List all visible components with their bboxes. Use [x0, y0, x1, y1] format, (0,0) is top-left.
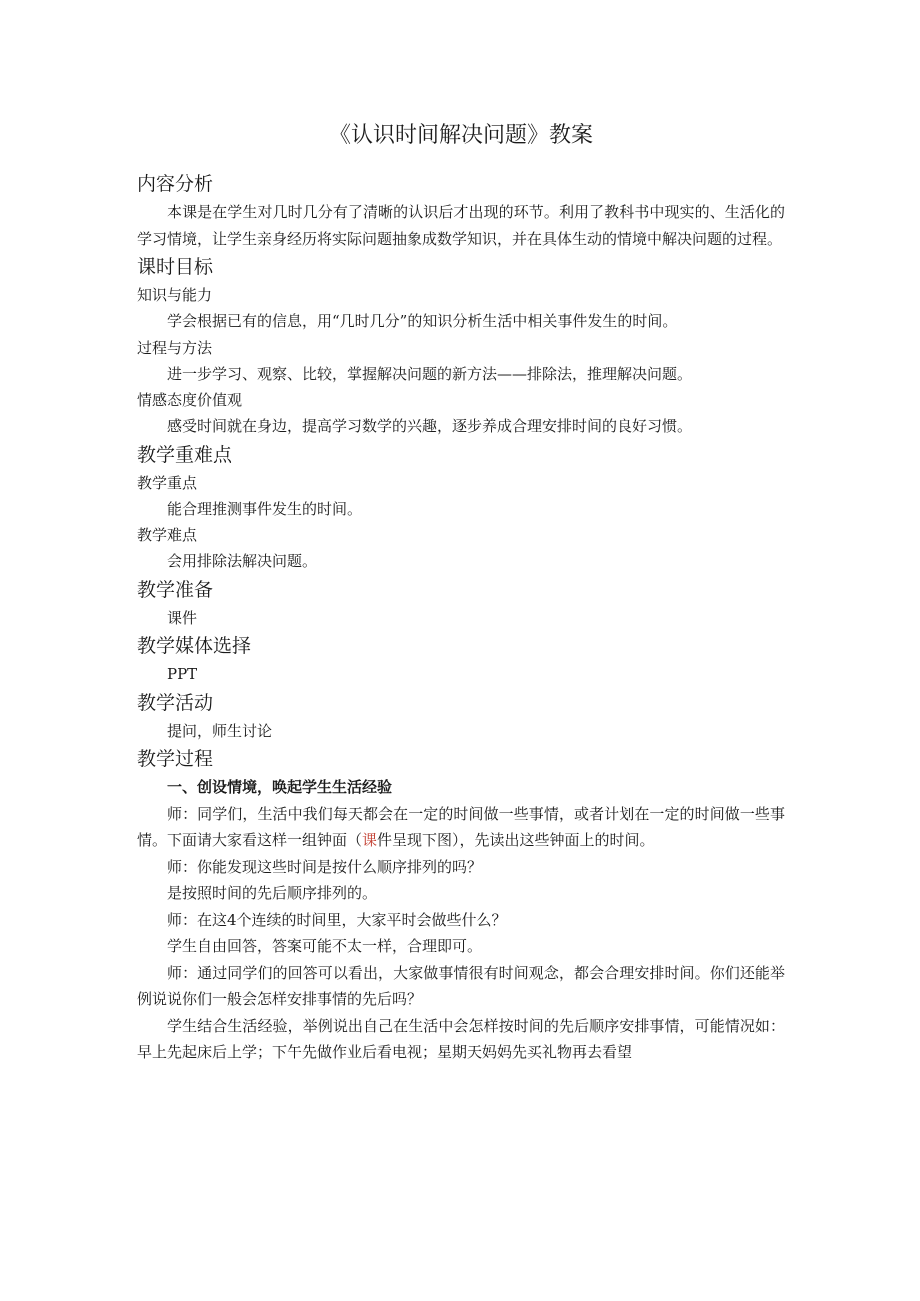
knowledge-text: 学会根据已有的信息，用“几时几分”的知识分析生活中相关事件发生的时间。	[167, 312, 678, 330]
process-paragraph-5: 学生自由回答，答案可能不太一样，合理即可。	[167, 937, 483, 955]
difficult-point-text: 会用排除法解决问题。	[167, 552, 318, 570]
heading-media: 教学媒体选择	[137, 635, 252, 657]
document-title: 《认识时间解决问题》教案	[328, 123, 593, 148]
label-key-point: 教学重点	[137, 473, 198, 492]
process-method-text: 进一步学习、观察、比较，掌握解决问题的新方法——排除法，推理解决问题。	[167, 364, 693, 383]
process-paragraph-1-part-a: 师：同学们，生活中我们每天都会在一定的时间做一些事情，或者计划在一定的时间做一些事情。下面请大家看这样一组钟面（	[137, 804, 785, 849]
process-paragraph-7: 学生结合生活经验，举例说出自己在生活中会怎样按时间的先后顺序安排事情，可能情况如：早上先起床后上学；下午先做作业后看电视；星期天妈妈先买礼物再去看望	[137, 1016, 785, 1061]
label-difficult-point: 教学难点	[137, 526, 198, 544]
key-point-text: 能合理推测事件发生的时间。	[167, 499, 363, 518]
process-paragraph-3: 是按照时间的先后顺序排列的。	[167, 884, 378, 902]
label-process-method: 过程与方法	[137, 338, 213, 357]
heading-process: 教学过程	[137, 748, 214, 770]
process-paragraph-2: 师：你能发现这些时间是按什么顺序排列的吗？	[167, 857, 483, 876]
content-analysis-text: 本课是在学生对几时几分有了清晰的认识后才出现的环节。利用了教科书中现实的、生活化的学习情境，让学生亲身经历将实际问题抽象成数学知识，并在具体生动的情境中解决问题的过程。	[137, 203, 785, 248]
process-paragraph-6: 师：通过同学们的回答可以看出，大家做事情很有时间观念，都会合理安排时间。你们还能举例说说你们一般会怎样安排事情的先后吗？	[137, 963, 785, 1008]
media-text: PPT	[167, 665, 198, 683]
document-body	[137, 121, 785, 1066]
heading-objectives: 课时目标	[137, 256, 214, 278]
process-paragraph-1-highlight: 课	[362, 831, 378, 849]
heading-key-points: 教学重难点	[137, 443, 233, 466]
process-paragraph-1-part-b: 件呈现下图），先读出这些钟面上的时间。	[377, 831, 655, 849]
activities-text: 提问，师生讨论	[167, 721, 273, 740]
heading-activities: 教学活动	[137, 691, 214, 714]
emotion-text: 感受时间就在身边，提高学习数学的兴趣，逐步养成合理安排时间的良好习惯。	[167, 417, 693, 435]
heading-preparation: 教学准备	[137, 578, 214, 601]
process-paragraph-4: 师：在这4个连续的时间里，大家平时会做些什么？	[167, 910, 507, 929]
heading-content-analysis: 内容分析	[137, 173, 214, 195]
preparation-text: 课件	[167, 608, 198, 627]
label-emotion: 情感态度价值观	[137, 391, 243, 409]
label-knowledge: 知识与能力	[137, 286, 213, 304]
process-paragraph-1	[137, 801, 785, 854]
process-step-1: 一、创设情境，唤起学生生活经验	[167, 778, 393, 796]
